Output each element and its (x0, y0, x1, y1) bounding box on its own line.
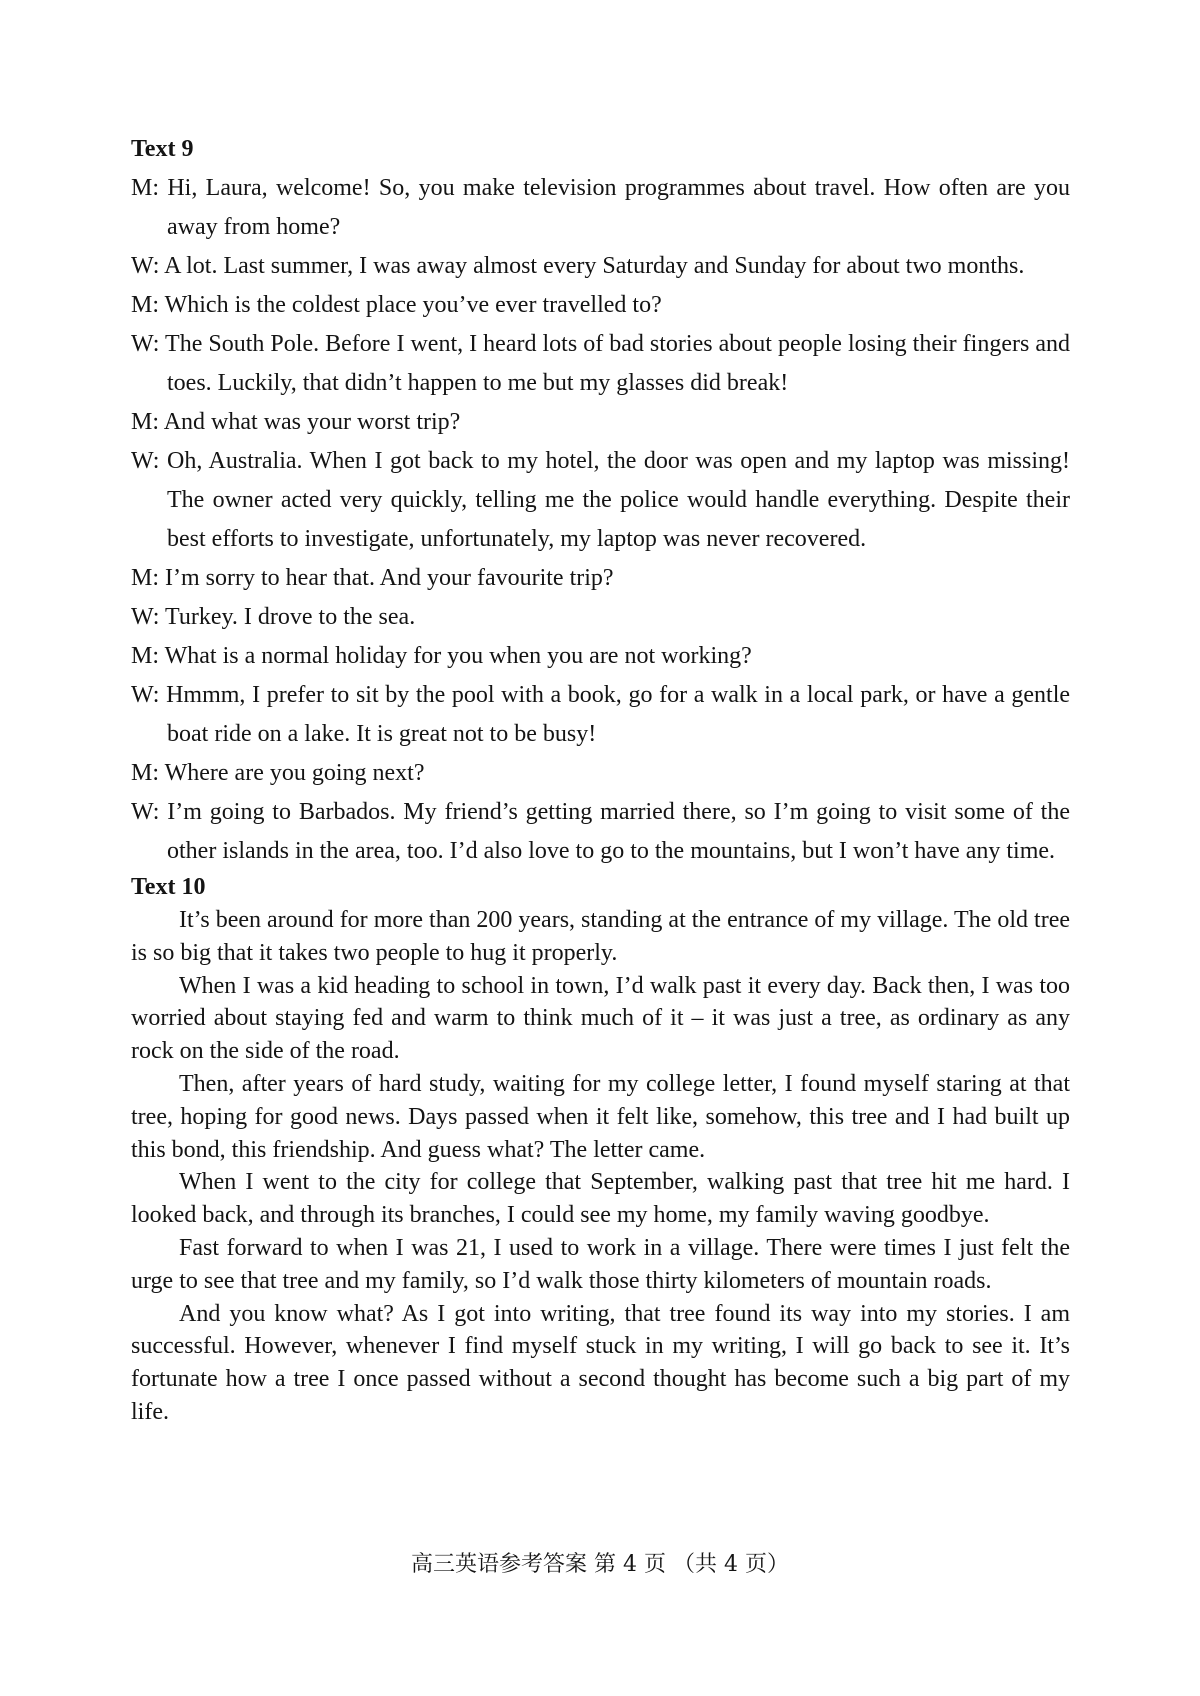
speaker-label: M: (131, 760, 160, 786)
passage-paragraph: Then, after years of hard study, waiting for my college letter, I found myself staring at that tree, hoping for good news. Days passed when it felt like, somehow, this tree and I had built up this bond, this friendship. And guess what? The letter came. (131, 1070, 1070, 1163)
dialogue-text: The South Pole. Before I went, I heard lots of bad stories about people losing their fingers and toes. Luckily, that didn’t happen to me but my glasses did break! (165, 331, 1071, 396)
text-9-heading: Text 9 (131, 136, 194, 162)
dialogue-line (131, 559, 1070, 598)
dialogue-text: I’m sorry to hear that. And your favourite trip? (165, 565, 614, 591)
speaker-label: M: (131, 175, 160, 201)
dialogue-text: And what was your worst trip? (163, 409, 461, 435)
passage-paragraph: It’s been around for more than 200 years, standing at the entrance of my village. The old tree is so big that it takes two people to hug it properly. (131, 907, 1070, 966)
dialogue-line (131, 169, 1070, 247)
dialogue-line (131, 676, 1070, 754)
text-9-section (131, 130, 1070, 871)
dialogue-text: Hmmm, I prefer to sit by the pool with a book, go for a walk in a local park, or have a gentle boat ride on a lake. It is great not to be busy! (166, 682, 1071, 747)
dialogue-line (131, 637, 1070, 676)
dialogue-line (131, 286, 1070, 325)
speaker-label: W: (131, 253, 160, 279)
speaker-label: M: (131, 643, 160, 669)
text-10-section (131, 871, 1070, 1429)
dialogue-line (131, 793, 1070, 871)
dialogue-text: Turkey. I drove to the sea. (165, 604, 416, 630)
page-footer: 高三英语参考答案 第 4 页 （共 4 页） (411, 1552, 789, 1577)
speaker-label: W: (131, 799, 160, 825)
text-10-heading: Text 10 (131, 874, 206, 900)
passage-paragraph: When I went to the city for college that September, walking past that tree hit me hard. I looked back, and through its branches, I could see my home, my family waving goodbye. (131, 1169, 1070, 1229)
speaker-label: M: (131, 409, 160, 435)
dialogue-text: Where are you going next? (164, 760, 425, 786)
dialogue-text: Oh, Australia. When I got back to my hotel, the door was open and my laptop was missing! The owner acted very quickly, telling me the police would handle everything. Despite their best efforts to investigate, unfortunately, my laptop was never recovered. (166, 448, 1070, 552)
speaker-label: M: (131, 292, 160, 318)
passage-paragraph: And you know what? As I got into writing, that tree found its way into my stories. I am successful. However, whenever I find myself stuck in my writing, I will go back to see it. It’s fortunate how a tree I once passed without a second thought has become such a big part of my life. (131, 1300, 1070, 1425)
dialogue-line (131, 754, 1070, 793)
dialogue-text: I’m going to Barbados. My friend’s getting married there, so I’m going to visit some of the other islands in the area, too. I’d also love to go to the mountains, but I won’t have any time. (167, 799, 1071, 864)
dialogue-text: What is a normal holiday for you when you are not working? (164, 643, 752, 669)
speaker-label: W: (131, 682, 160, 708)
speaker-label: W: (131, 331, 160, 357)
dialogue-line (131, 325, 1070, 403)
dialogue-line (131, 598, 1070, 637)
speaker-label: W: (131, 448, 160, 474)
speaker-label: M: (131, 565, 160, 591)
dialogue-text: Which is the coldest place you’ve ever travelled to? (164, 292, 662, 318)
speaker-label: W: (131, 604, 160, 630)
passage-paragraph: When I was a kid heading to school in town, I’d walk past it every day. Back then, I was too worried about staying fed and warm to think much of it – it was just a tree, as ordinary as any rock on the side of the road. (131, 972, 1070, 1065)
dialogue-line (131, 247, 1070, 286)
dialogue-line (131, 442, 1070, 559)
page-content (131, 130, 1070, 1429)
dialogue-line (131, 403, 1070, 442)
dialogue-text: A lot. Last summer, I was away almost every Saturday and Sunday for about two months. (164, 253, 1025, 279)
dialogue-text: Hi, Laura, welcome! So, you make television programmes about travel. How often are you away from home? (167, 175, 1070, 240)
passage-paragraph: Fast forward to when I was 21, I used to work in a village. There were times I just felt the urge to see that tree and my family, so I’d walk those thirty kilometers of mountain roads. (131, 1234, 1070, 1294)
